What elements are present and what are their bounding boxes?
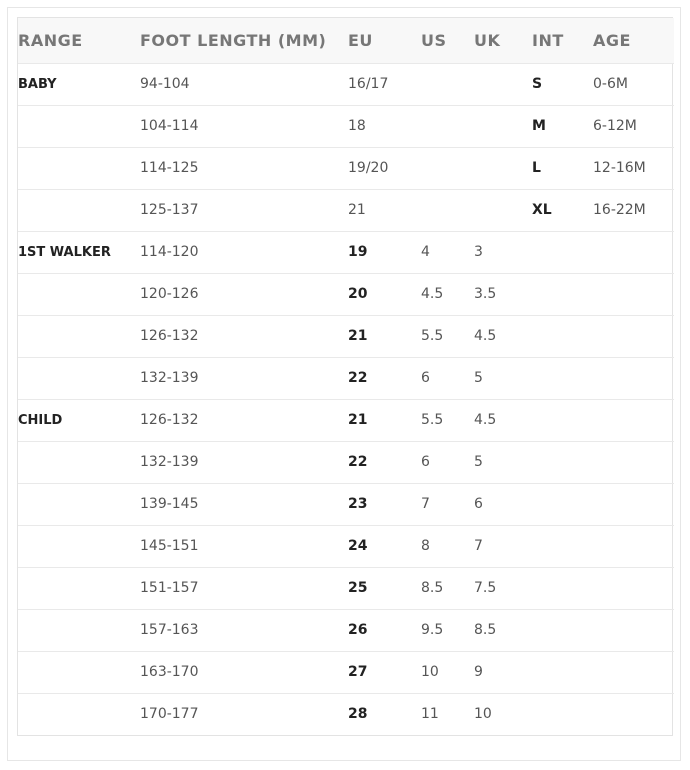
cell-age bbox=[593, 525, 674, 567]
cell-us bbox=[421, 147, 474, 189]
cell-int bbox=[532, 231, 593, 273]
cell-us: 4.5 bbox=[421, 286, 444, 302]
cell-us: 7 bbox=[421, 496, 430, 512]
table-row bbox=[18, 147, 674, 189]
cell-int bbox=[532, 441, 593, 483]
cell-age bbox=[593, 357, 674, 399]
cell-age: 16-22M bbox=[593, 202, 646, 218]
cell-age bbox=[593, 567, 674, 609]
cell-age bbox=[593, 441, 674, 483]
cell-range bbox=[18, 357, 140, 399]
cell-us: 6 bbox=[421, 454, 430, 470]
cell-us: 8.5 bbox=[421, 580, 444, 596]
table-row bbox=[18, 357, 674, 399]
cell-eu: 19/20 bbox=[348, 160, 389, 176]
cell-eu: 26 bbox=[348, 622, 368, 638]
cell-range: 1ST WALKER bbox=[18, 244, 111, 260]
cell-uk: 4.5 bbox=[474, 328, 497, 344]
cell-int bbox=[532, 567, 593, 609]
cell-int bbox=[532, 315, 593, 357]
table-row bbox=[18, 693, 674, 735]
cell-foot-length: 114-120 bbox=[140, 244, 199, 260]
cell-uk: 6 bbox=[474, 496, 483, 512]
table-row bbox=[18, 609, 674, 651]
cell-range bbox=[18, 567, 140, 609]
cell-eu: 25 bbox=[348, 580, 368, 596]
cell-eu: 27 bbox=[348, 664, 368, 680]
header-age: AGE bbox=[593, 30, 631, 50]
cell-age bbox=[593, 231, 674, 273]
cell-us: 6 bbox=[421, 370, 430, 386]
cell-age bbox=[593, 693, 674, 735]
cell-uk: 3.5 bbox=[474, 286, 497, 302]
table-row bbox=[18, 399, 674, 441]
cell-foot-length: 151-157 bbox=[140, 580, 199, 596]
cell-int bbox=[532, 609, 593, 651]
header-uk: UK bbox=[474, 30, 501, 50]
table-row bbox=[18, 567, 674, 609]
cell-range bbox=[18, 693, 140, 735]
cell-int bbox=[532, 483, 593, 525]
table-row bbox=[18, 273, 674, 315]
cell-uk bbox=[474, 147, 532, 189]
cell-foot-length: 104-114 bbox=[140, 118, 199, 134]
cell-foot-length: 139-145 bbox=[140, 496, 199, 512]
cell-us: 4 bbox=[421, 244, 430, 260]
table-row bbox=[18, 441, 674, 483]
table-row bbox=[18, 525, 674, 567]
header-int: INT bbox=[532, 30, 564, 50]
cell-age: 6-12M bbox=[593, 118, 637, 134]
cell-uk: 7.5 bbox=[474, 580, 497, 596]
table-body bbox=[18, 63, 674, 735]
cell-int bbox=[532, 651, 593, 693]
cell-eu: 16/17 bbox=[348, 76, 389, 92]
cell-uk bbox=[474, 189, 532, 231]
cell-int: M bbox=[532, 118, 546, 134]
cell-foot-length: 114-125 bbox=[140, 160, 199, 176]
cell-eu: 23 bbox=[348, 496, 368, 512]
cell-int bbox=[532, 399, 593, 441]
cell-range bbox=[18, 525, 140, 567]
cell-uk bbox=[474, 105, 532, 147]
cell-eu: 28 bbox=[348, 706, 368, 723]
cell-foot-length: 163-170 bbox=[140, 664, 199, 680]
cell-foot-length: 126-132 bbox=[140, 328, 199, 344]
cell-uk: 8.5 bbox=[474, 622, 497, 638]
header-range: RANGE bbox=[18, 30, 83, 50]
cell-int bbox=[532, 693, 593, 735]
cell-range bbox=[18, 105, 140, 147]
cell-us bbox=[421, 105, 474, 147]
cell-age bbox=[593, 483, 674, 525]
cell-eu: 20 bbox=[348, 286, 368, 302]
cell-eu: 18 bbox=[348, 118, 366, 134]
cell-uk: 5 bbox=[474, 454, 483, 470]
cell-uk: 4.5 bbox=[474, 412, 497, 428]
cell-us: 5.5 bbox=[421, 328, 444, 344]
cell-foot-length: 132-139 bbox=[140, 370, 199, 386]
cell-foot-length: 157-163 bbox=[140, 622, 199, 638]
cell-eu: 19 bbox=[348, 244, 368, 260]
table-row bbox=[18, 483, 674, 525]
size-chart-container bbox=[17, 17, 673, 736]
cell-range bbox=[18, 273, 140, 315]
table-row bbox=[18, 189, 674, 231]
cell-uk: 7 bbox=[474, 538, 483, 554]
cell-age bbox=[593, 273, 674, 315]
cell-eu: 21 bbox=[348, 328, 368, 344]
cell-us bbox=[421, 63, 474, 105]
cell-age bbox=[593, 315, 674, 357]
cell-age bbox=[593, 399, 674, 441]
cell-age bbox=[593, 651, 674, 693]
cell-int bbox=[532, 273, 593, 315]
table-row bbox=[18, 63, 674, 105]
header-foot-length: FOOT LENGTH (MM) bbox=[140, 30, 327, 50]
cell-us bbox=[421, 189, 474, 231]
cell-range bbox=[18, 147, 140, 189]
header-us: US bbox=[421, 30, 447, 50]
cell-foot-length: 120-126 bbox=[140, 286, 199, 302]
cell-eu: 22 bbox=[348, 454, 368, 470]
cell-age bbox=[593, 609, 674, 651]
cell-foot-length: 170-177 bbox=[140, 706, 199, 723]
header-row bbox=[18, 18, 674, 63]
cell-age: 0-6M bbox=[593, 76, 628, 92]
cell-foot-length: 125-137 bbox=[140, 202, 199, 218]
cell-range bbox=[18, 483, 140, 525]
cell-us: 11 bbox=[421, 706, 439, 723]
cell-int bbox=[532, 525, 593, 567]
cell-eu: 21 bbox=[348, 202, 366, 218]
cell-uk: 5 bbox=[474, 370, 483, 386]
table-header bbox=[18, 18, 674, 63]
cell-range: CHILD bbox=[18, 412, 63, 428]
cell-uk: 3 bbox=[474, 244, 483, 260]
cell-int: L bbox=[532, 160, 541, 176]
cell-us: 8 bbox=[421, 538, 430, 554]
cell-uk bbox=[474, 63, 532, 105]
table-row bbox=[18, 231, 674, 273]
cell-range bbox=[18, 315, 140, 357]
cell-range bbox=[18, 441, 140, 483]
cell-range bbox=[18, 651, 140, 693]
cell-us: 5.5 bbox=[421, 412, 444, 428]
cell-uk: 10 bbox=[474, 706, 492, 723]
cell-foot-length: 145-151 bbox=[140, 538, 199, 554]
table-row bbox=[18, 651, 674, 693]
size-chart-table bbox=[18, 18, 674, 735]
cell-range bbox=[18, 609, 140, 651]
cell-foot-length: 94-104 bbox=[140, 76, 190, 92]
cell-int bbox=[532, 357, 593, 399]
cell-age: 12-16M bbox=[593, 160, 646, 176]
cell-range bbox=[18, 189, 140, 231]
cell-int: S bbox=[532, 76, 543, 92]
cell-us: 9.5 bbox=[421, 622, 444, 638]
cell-uk: 9 bbox=[474, 664, 483, 680]
table-row bbox=[18, 105, 674, 147]
cell-us: 10 bbox=[421, 664, 439, 680]
cell-eu: 24 bbox=[348, 538, 368, 554]
cell-foot-length: 132-139 bbox=[140, 454, 199, 470]
cell-foot-length: 126-132 bbox=[140, 412, 199, 428]
cell-range: BABY bbox=[18, 76, 57, 92]
size-chart-frame bbox=[7, 7, 681, 761]
table-row bbox=[18, 315, 674, 357]
cell-eu: 21 bbox=[348, 412, 368, 428]
header-eu: EU bbox=[348, 30, 373, 50]
cell-eu: 22 bbox=[348, 370, 368, 386]
cell-int: XL bbox=[532, 202, 552, 218]
